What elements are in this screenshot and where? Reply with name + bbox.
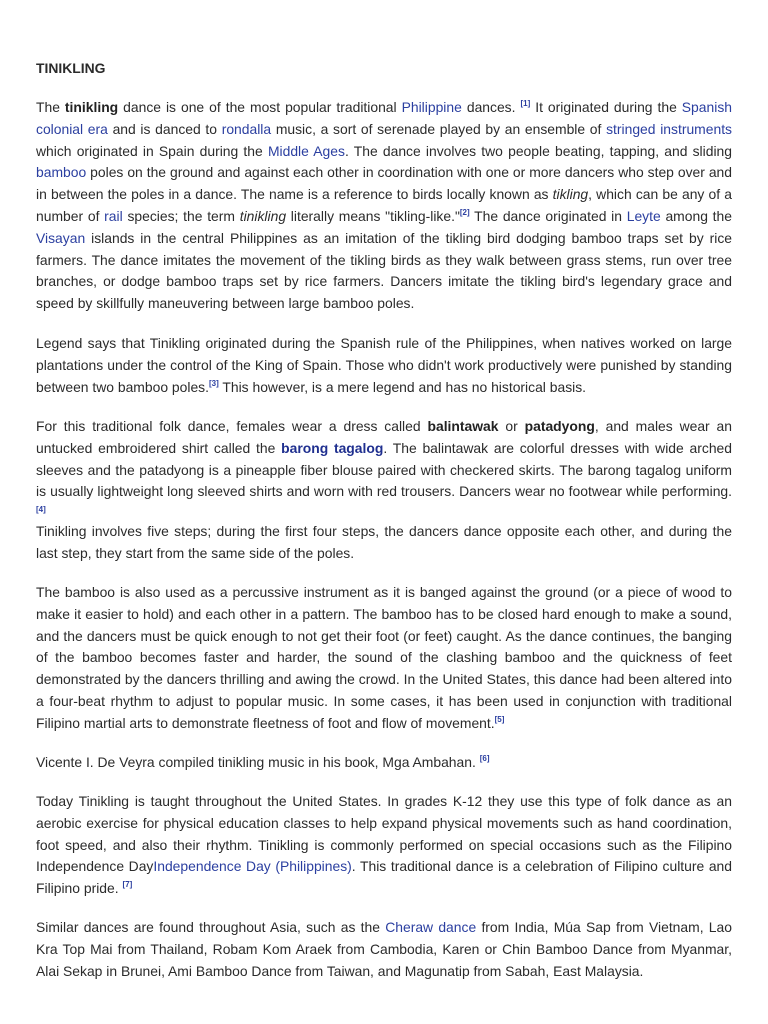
paragraph-music (36, 752, 732, 774)
text: dance is one of the most popular traditional (118, 99, 402, 115)
text: species; the term (122, 207, 240, 224)
citation-3[interactable]: [3] (208, 378, 219, 388)
text: This however, is a mere legend and has no historical basis. (218, 378, 587, 395)
text: The dance originated in (469, 207, 627, 224)
paragraph-similar-dances (36, 917, 732, 982)
link-independence-day-philippines[interactable]: Independence Day (Philippines) (153, 858, 352, 875)
citation-7[interactable]: [7] (122, 880, 133, 890)
citation-6[interactable]: [6] (479, 754, 490, 763)
text: For this traditional folk dance, females wear a dress called (36, 418, 428, 434)
paragraph-today (36, 791, 732, 900)
term-tikling: tikling (552, 186, 589, 203)
text: dances. (461, 99, 521, 115)
paragraph-steps (36, 521, 732, 565)
text: Today Tinikling is taught throughout the United States. In grades K-12 they use this type of folk dance as an aerobic exercise for physical education classes to help expand physical movements such as hand coordination, foot speed, and also their rhythm. Tinikling is commonly performed on special occasions such as the Filipino Independence Day (36, 793, 732, 875)
link-rondalla[interactable]: rondalla (221, 120, 272, 137)
link-barong-tagalog[interactable]: barong tagalog (281, 439, 384, 456)
text: from India, Múa Sap from Vietnam, Lao Kra Top Mai from Thailand, Robam Kom Araek from Cambodia, Karen or Chin Bamboo Dance from Myanmar, Alai Sekap in Brunei, Ami Bamboo Dance from Taiwan, and Magunatip from Sabah, East Malaysia. (36, 919, 732, 979)
link-cheraw-dance[interactable]: Cheraw dance (385, 919, 477, 935)
text: islands in the central Philippines as an imitation of the tikling bird dodging bamboo traps set by rice farmers. The dance imitates the movement of the tikling birds as they walk between grass stems, run over tree branches, or dodge bamboo traps set by rice farmers. Dancers imitate the tikling bird's legendary grace and speed by skillfully maneuvering between large bamboo poles. (36, 229, 732, 312)
term-tinikling: tinikling (64, 99, 119, 115)
text: It originated during the (530, 99, 682, 115)
text: Vicente I. De Veyra compiled tinikling music in his book, Mga Ambahan. (36, 754, 480, 770)
citation-4[interactable]: [4] (36, 505, 46, 515)
text: . The dance involves two people beating, tapping, and sliding (344, 142, 732, 159)
citation-1[interactable]: [1] (520, 99, 531, 108)
link-philippine[interactable]: Philippine (401, 99, 462, 115)
text: . This traditional dance is a celebration of Filipino culture and Filipino pride. (36, 858, 732, 897)
text: music, a sort of serenade played by an ensemble of (271, 120, 607, 137)
link-middle-ages[interactable]: Middle Ages (267, 142, 345, 159)
citation-5[interactable]: [5] (494, 714, 505, 724)
text: poles on the ground and against each other in coordination with one or more dancers who step over and in between the poles in a dance. The name is a reference to birds locally known as (36, 164, 732, 203)
link-bamboo[interactable]: bamboo (36, 164, 87, 181)
text: literally means "tikling-like." (286, 207, 460, 224)
paragraph-legend (36, 333, 732, 398)
citation-2[interactable]: [2] (459, 207, 470, 217)
text: Tinikling involves five steps; during the first four steps, the dancers dance opposite each other, and during the last step, they start from the same side of the poles. (36, 523, 732, 561)
text: Legend says that Tinikling originated during the Spanish rule of the Philippines, when natives worked on large plantations under the control of the King of Spain. Those who didn't work productively were punished by standing between two bamboo poles. (36, 335, 732, 395)
text: and is danced to (107, 120, 222, 137)
term-tinikling-italic: tinikling (239, 207, 287, 224)
text: The (36, 99, 65, 115)
text: which originated in Spain during the (36, 142, 268, 159)
link-stringed-instruments[interactable]: stringed instruments (606, 120, 732, 137)
text: among the (660, 207, 732, 224)
text: Similar dances are found throughout Asia, such as the (36, 919, 386, 935)
text: , which can be any of a number of (36, 186, 732, 224)
link-rail[interactable]: rail (104, 207, 123, 224)
link-leyte[interactable]: Leyte (626, 207, 661, 224)
text: The bamboo is also used as a percussive instrument as it is banged against the ground (or a piece of wood to make it easier to hold) and each other in a pattern. The bamboo has to be closed hard enough to make a sound, and the dancers must be quick enough to not get their foot (or feet) caught. As the dance continues, the banging of the bamboo becomes faster and harder, the sound of the clashing bamboo and the quickness of feet demonstrated by the dancers thrilling and awing the crowd. In the United States, this dance had been altered into a four-beat rhythm to adjust to popular music. In some cases, it has been used in conjunction with traditional Filipino martial arts to demonstrate fleetness of foot and flow of movement. (36, 584, 732, 731)
text: , and males wear an untucked embroidered shirt called the (36, 418, 733, 456)
paragraph-intro (36, 97, 732, 315)
article-title: TINIKLING (36, 60, 106, 76)
text: or (498, 418, 525, 434)
link-spanish-colonial-era[interactable]: Spanish colonial era (36, 99, 732, 137)
link-visayan[interactable]: Visayan (36, 229, 86, 246)
text: . The balintawak are colorful dresses with wide arched sleeves and the patadyong is a pineapple fiber blouse paired with checkered skirts. The barong tagalog uniform is usually lightweight long sleeved shirts and worn with red trousers. Dancers wear no footwear while performing. (36, 439, 732, 500)
paragraph-bamboo (36, 582, 732, 735)
paragraph-costume (36, 416, 732, 525)
term-balintawak: balintawak (427, 418, 499, 434)
term-patadyong: patadyong (524, 418, 595, 434)
